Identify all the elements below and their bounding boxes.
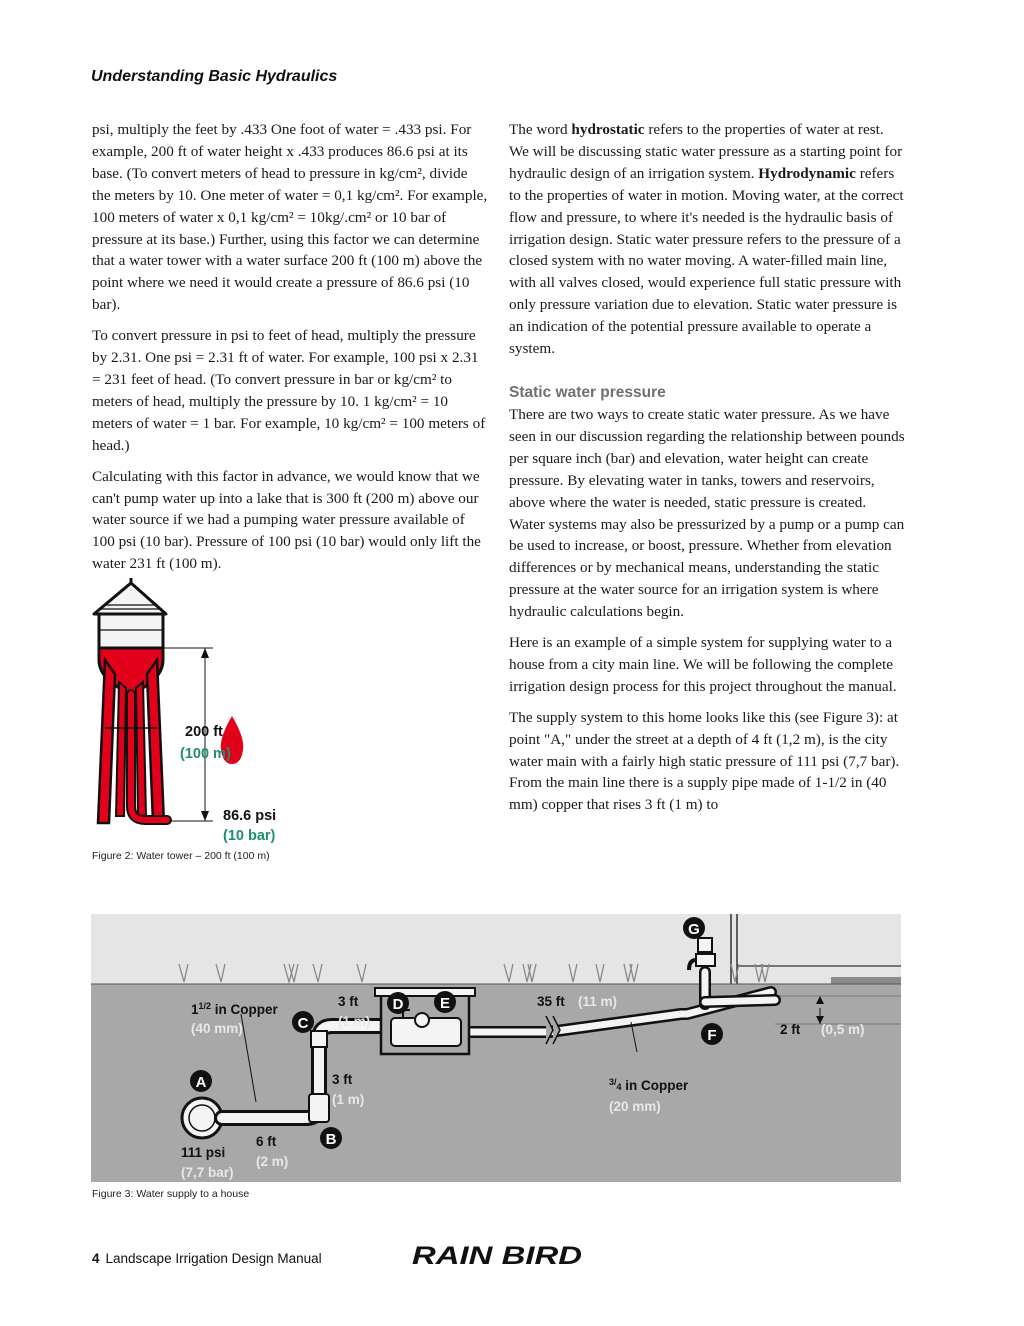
service-pipe-size-metric: (20 mm) xyxy=(609,1099,661,1114)
riser-mid-label: 3 ft xyxy=(332,1072,353,1087)
paragraph-hydrostatic: The word hydrostatic refers to the properties of water at rest. We will be discussing static water pressure as a starting point for hydraulic design of an irrigation system. Hydrodynamic refers to the properties of water in motion. Moving water, at the correct flow and pressure, to where it's needed is the hydraulic basis of irrigation design. Static water pressure refers to the pressure of a closed system with no water moving. A water-filled main line, with all valves closed, would experience full static pressure with only pressure variation due to elevation. Static water pressure is an indication of the potential pressure available to operate a system. xyxy=(509,121,904,358)
paragraph: To convert pressure in psi to feet of head, multiply the pressure by 2.31. One psi = 2.31 ft of water. For example, 100 psi x 2.31 = 231 feet of head. (To convert pressure in bar or kg/cm² to meters of head, multiply the pressure by 10. 1 kg/cm² = 10 meters of water = 1 bar. For example, 10 kg/cm² = 100 meters of head.) xyxy=(92,327,486,454)
depth-metric: (0,5 m) xyxy=(821,1022,865,1037)
riser-top-metric: (1 m) xyxy=(338,1014,371,1029)
water-tower-figure xyxy=(85,578,315,846)
depth-label: 2 ft xyxy=(780,1022,801,1037)
logo-text: RAIN BIRD xyxy=(412,1242,582,1270)
point-c-label: C xyxy=(297,1015,309,1032)
term-hydrostatic: hydrostatic xyxy=(571,121,645,138)
page-number: 4 xyxy=(92,1251,100,1266)
long-run-label: 35 ft xyxy=(537,994,565,1009)
paragraph: The supply system to this home looks like this (see Figure 3): at point "A," under the street at a depth of 4 ft (1,2 m), is the city water main with a fairly high static pressure of 111 psi (7,7 bar). From the main line there is a supply pipe made of 1-1/2 in (40 mm) copper that rises 3 ft (1 m) to xyxy=(509,708,900,814)
supply-pipe-size-metric: (40 mm) xyxy=(191,1021,243,1036)
supply-pipe-size-label: $1^{1/2}$ in Copper xyxy=(191,1001,278,1017)
right-column xyxy=(509,119,905,825)
tower-height-metric: (100 m) xyxy=(180,746,231,762)
point-e-label: E xyxy=(439,995,451,1012)
paragraph: Calculating with this factor in advance, we would know that we can't pump water up into a lake that is 300 ft (200 m) above our water source if we had a pumping water pressure available of 100 psi (10 bar). Pressure of 100 psi (10 bar) would only lift the water 231 ft (100 m). xyxy=(92,467,481,573)
water-supply-figure xyxy=(91,914,901,1182)
long-run-metric: (11 m) xyxy=(578,994,618,1009)
base-run-label: 6 ft xyxy=(256,1134,277,1149)
tower-pressure-label: 86.6 psi xyxy=(223,808,277,824)
page-footer xyxy=(92,1251,322,1266)
point-a-label: A xyxy=(195,1074,207,1091)
rain-bird-logo xyxy=(410,1236,590,1272)
paragraph: psi, multiply the feet by .433 One foot of water = .433 psi. For example, 200 ft of water height x .433 produces 86.6 psi at its base. (To convert meters of head to pressure in kg/cm², divide the meters by 10. One meter of water = 0,1 kg/cm². For example, 100 meters of water x 0,1 kg/cm² = 10kg/.cm² or 10 bar of pressure at its base.) Further, using this factor we can determine that a water tower with a water surface 200 ft (100 m) above the point where we need it would create a pressure of 86.6 psi (10 bar). xyxy=(92,121,488,314)
paragraph: Here is an example of a simple system for supplying water to a house from a city main line. We will be following the complete irrigation design process for this project throughout the manual. xyxy=(509,634,897,695)
section-heading: Static water pressure xyxy=(509,383,666,401)
figure2-caption: Figure 2: Water tower – 200 ft (100 m) xyxy=(92,850,270,862)
figure3-caption: Figure 3: Water supply to a house xyxy=(92,1188,250,1200)
service-pipe-size-label: $^3/_4$ in Copper xyxy=(609,1077,689,1093)
riser-mid-metric: (1 m) xyxy=(332,1092,365,1107)
point-b-label: B xyxy=(325,1131,337,1148)
main-pressure-label: 111 psi xyxy=(181,1145,226,1160)
tower-height-label: 200 ft xyxy=(185,724,223,740)
term-hydrodynamic: Hydrodynamic xyxy=(758,164,856,182)
running-head: Understanding Basic Hydraulics xyxy=(91,68,338,85)
manual-title: Landscape Irrigation Design Manual xyxy=(105,1251,322,1266)
point-g-label: G xyxy=(688,921,700,938)
paragraph: There are two ways to create static water pressure. As we have seen in our discussion regarding the relationship between pounds per square inch (bar) and elevation, water height can create pressure. By elevating water in tanks, towers and reservoirs, above where the water is needed, static pressure is created. Water systems may also be pressurized by a pump or a pump can be used to increase, or boost, pressure. Whether from elevation differences or by mechanical means, understanding the static pressure at the water source for an irrigation system is where hydraulic calculations begin. xyxy=(509,405,905,621)
base-run-metric: (2 m) xyxy=(256,1154,289,1169)
main-pressure-metric: (7,7 bar) xyxy=(181,1165,234,1180)
riser-top-label: 3 ft xyxy=(338,994,359,1009)
left-column xyxy=(92,119,488,584)
tower-pressure-metric: (10 bar) xyxy=(223,828,276,844)
point-d-label: D xyxy=(392,996,404,1013)
point-f-label: F xyxy=(707,1027,717,1044)
